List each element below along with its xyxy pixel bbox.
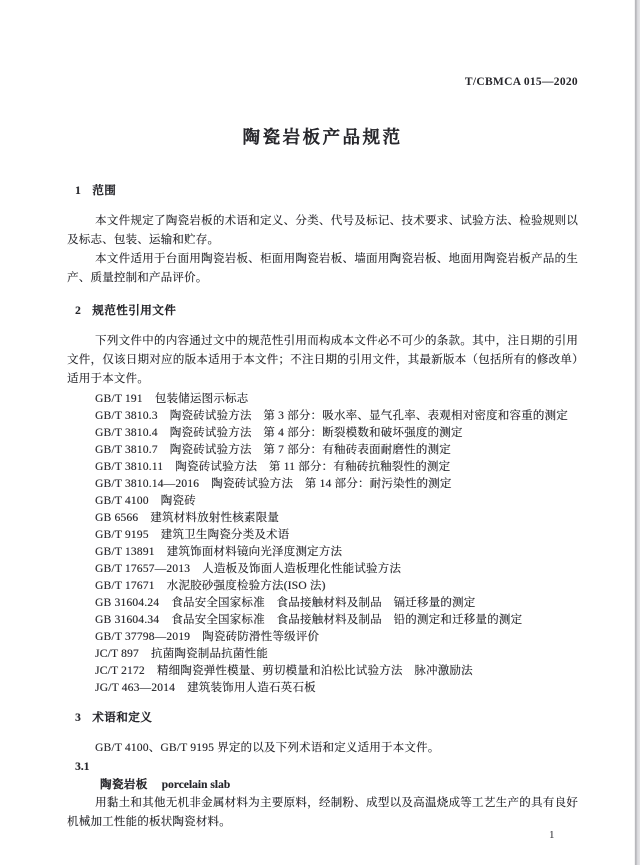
reference-code: GB/T 4100 <box>95 495 149 507</box>
references-intro: 下列文件中的内容通过文中的规范性引用而构成本文件必不可少的条款。其中，注日期的引用文件，仅该日期对应的版本适用于本文件；不注日期的引用文件，其最新版本（包括所有的修改单）适用于本文件。 <box>67 335 578 385</box>
reference-code: GB/T 37798—2019 <box>95 631 191 643</box>
reference-list <box>95 391 578 697</box>
reference-item <box>95 425 578 442</box>
reference-title: 陶瓷砖试验方法 第 3 部分：吸水率、显气孔率、表观相对密度和容重的测定 <box>169 410 568 422</box>
scan-page-edge <box>633 0 640 865</box>
reference-item <box>95 476 578 493</box>
reference-title: 建筑材料放射性核素限量 <box>150 512 279 524</box>
reference-code: GB/T 17671 <box>95 580 155 592</box>
reference-code: JC/T 897 <box>95 648 139 660</box>
reference-code: GB/T 13891 <box>95 546 155 558</box>
reference-code: JG/T 463—2014 <box>95 682 176 694</box>
reference-item <box>95 629 578 646</box>
section-number: 3 <box>75 712 82 724</box>
page-content <box>67 0 578 832</box>
section-normative-references <box>67 303 578 697</box>
reference-title: 陶瓷砖防滑性等级评价 <box>202 631 320 643</box>
reference-item <box>95 544 578 561</box>
reference-code: GB/T 191 <box>95 393 143 405</box>
term-chinese: 陶瓷岩板 <box>100 779 148 791</box>
section-title: 范围 <box>92 185 117 197</box>
reference-item <box>95 595 578 612</box>
section-number: 2 <box>75 305 82 317</box>
section-number: 1 <box>75 185 82 197</box>
document-title: 陶瓷岩板产品规范 <box>242 127 403 147</box>
reference-item <box>95 493 578 510</box>
reference-item <box>95 408 578 425</box>
scope-paragraph: 本文件规定了陶瓷岩板的术语和定义、分类、代号及标记、技术要求、试验方法、检验规则以及标志、包装、运输和贮存。 <box>67 215 578 246</box>
term-clause-number: 3.1 <box>75 761 90 773</box>
reference-item <box>95 646 578 663</box>
reference-title: 陶瓷砖试验方法 第 14 部分：耐污染性的测定 <box>211 478 452 490</box>
reference-code: GB/T 3810.3 <box>95 410 158 422</box>
reference-title: 建筑装饰用人造石英石板 <box>187 682 316 694</box>
reference-item <box>95 680 578 697</box>
reference-title: 建筑饰面材料镜向光泽度测定方法 <box>166 546 343 558</box>
reference-title: 陶瓷砖试验方法 第 4 部分：断裂模数和破坏强度的测定 <box>169 427 463 439</box>
scope-paragraph: 本文件适用于台面用陶瓷岩板、柜面用陶瓷岩板、墙面用陶瓷岩板、地面用陶瓷岩板产品的生产、质量控制和产品评价。 <box>67 253 578 284</box>
reference-code: GB/T 3810.4 <box>95 427 158 439</box>
reference-item <box>95 578 578 595</box>
section-heading-terms <box>75 710 578 726</box>
section-scope <box>67 183 578 288</box>
reference-title: 抗菌陶瓷制品抗菌性能 <box>150 648 268 660</box>
reference-title: 精细陶瓷弹性模量、剪切模量和泊松比试验方法 脉冲激励法 <box>156 665 473 677</box>
reference-code: GB/T 17657—2013 <box>95 563 191 575</box>
standard-number: T/CBMCA 015—2020 <box>464 76 578 88</box>
reference-title: 水泥胶砂强度检验方法(ISO 法) <box>166 580 326 592</box>
terms-intro: GB/T 4100、GB/T 9195 界定的以及下列术语和定义适用于本文件。 <box>95 742 440 754</box>
term-english: porcelain slab <box>161 779 231 791</box>
term-entry <box>100 777 578 794</box>
reference-title: 包装储运图示标志 <box>154 393 249 405</box>
reference-title: 食品安全国家标准 食品接触材料及制品 镉迁移量的测定 <box>171 597 476 609</box>
reference-code: GB/T 3810.11 <box>95 461 164 473</box>
reference-title: 食品安全国家标准 食品接触材料及制品 铅的测定和迁移量的测定 <box>171 614 523 626</box>
reference-code: GB 31604.24 <box>95 597 160 609</box>
page-number: 1 <box>549 829 555 841</box>
term-definition: 用黏土和其他无机非金属材料为主要原料，经制粉、成型以及高温烧成等工艺生产的具有良好机械加工性能的板状陶瓷材料。 <box>67 797 578 828</box>
reference-code: GB/T 3810.14—2016 <box>95 478 200 490</box>
reference-item <box>95 391 578 408</box>
reference-item <box>95 663 578 680</box>
reference-title: 人造板及饰面人造板理化性能试验方法 <box>202 563 402 575</box>
reference-item <box>95 612 578 629</box>
reference-code: GB/T 9195 <box>95 529 149 541</box>
reference-item <box>95 510 578 527</box>
section-terms-definitions <box>67 710 578 832</box>
reference-title: 陶瓷砖 <box>160 495 196 507</box>
reference-item <box>95 527 578 544</box>
reference-title: 陶瓷砖试验方法 第 11 部分：有釉砖抗釉裂性的测定 <box>175 461 451 473</box>
section-heading-scope <box>75 183 578 199</box>
reference-code: GB 31604.34 <box>95 614 160 626</box>
reference-code: JC/T 2172 <box>95 665 145 677</box>
section-title: 规范性引用文件 <box>92 305 177 317</box>
reference-item <box>95 561 578 578</box>
section-heading-references <box>75 303 578 319</box>
reference-code: GB 6566 <box>95 512 139 524</box>
reference-item <box>95 459 578 476</box>
reference-item <box>95 442 578 459</box>
reference-title: 陶瓷砖试验方法 第 7 部分：有釉砖表面耐磨性的测定 <box>169 444 451 456</box>
section-title: 术语和定义 <box>92 712 153 724</box>
reference-title: 建筑卫生陶瓷分类及术语 <box>160 529 290 541</box>
reference-code: GB/T 3810.7 <box>95 444 158 456</box>
